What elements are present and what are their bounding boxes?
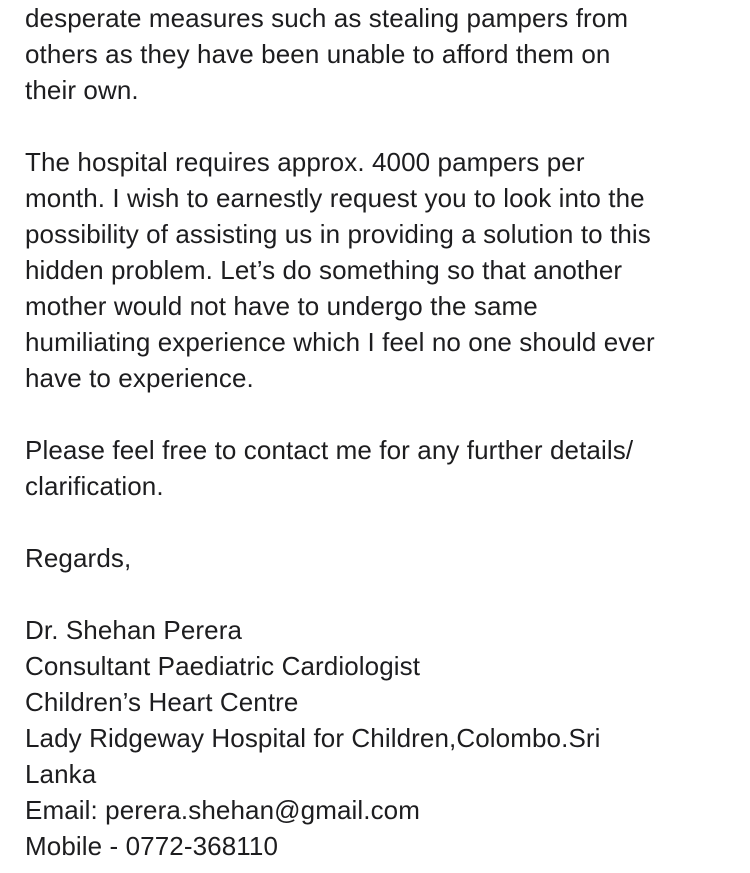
signature-name: Dr. Shehan Perera [25,615,243,645]
paragraph-2-line-3: possibility of assisting us in providing a solution to this [25,219,651,249]
paragraph-1 [25,0,735,108]
signature-block [25,612,735,864]
signature-email: Email: perera.shehan@gmail.com [25,795,421,825]
signature-title: Consultant Paediatric Cardiologist [25,651,421,681]
paragraph-2-line-5: mother would not have to undergo the same [25,291,538,321]
paragraph-gap [25,504,735,540]
paragraph-3-line-2: clarification. [25,471,164,501]
paragraph-2-line-6: humiliating experience which I feel no one should ever [25,327,655,357]
signature-hospital-line-2: Lanka [25,759,97,789]
paragraph-1-line-1: desperate measures such as stealing pampers from [25,3,629,33]
paragraph-gap [25,108,735,144]
paragraph-gap [25,576,735,612]
paragraph-2-line-2: month. I wish to earnestly request you to look into the [25,183,645,213]
paragraph-2-line-4: hidden problem. Let’s do something so that another [25,255,623,285]
paragraph-2 [25,144,735,396]
closing-regards: Regards, [25,543,132,573]
letter-body [25,0,735,864]
paragraph-2-line-7: have to experience. [25,363,254,393]
signature-unit: Children’s Heart Centre [25,687,299,717]
paragraph-gap [25,396,735,432]
paragraph-1-line-2: others as they have been unable to afford them on [25,39,611,69]
signature-hospital-line-1: Lady Ridgeway Hospital for Children,Colombo.Sri [25,723,601,753]
paragraph-2-line-1: The hospital requires approx. 4000 pampers per [25,147,585,177]
paragraph-3-line-1: Please feel free to contact me for any further details/ [25,435,634,465]
paragraph-1-line-3: their own. [25,75,139,105]
paragraph-3 [25,432,735,504]
signature-mobile: Mobile - 0772-368110 [25,831,279,861]
